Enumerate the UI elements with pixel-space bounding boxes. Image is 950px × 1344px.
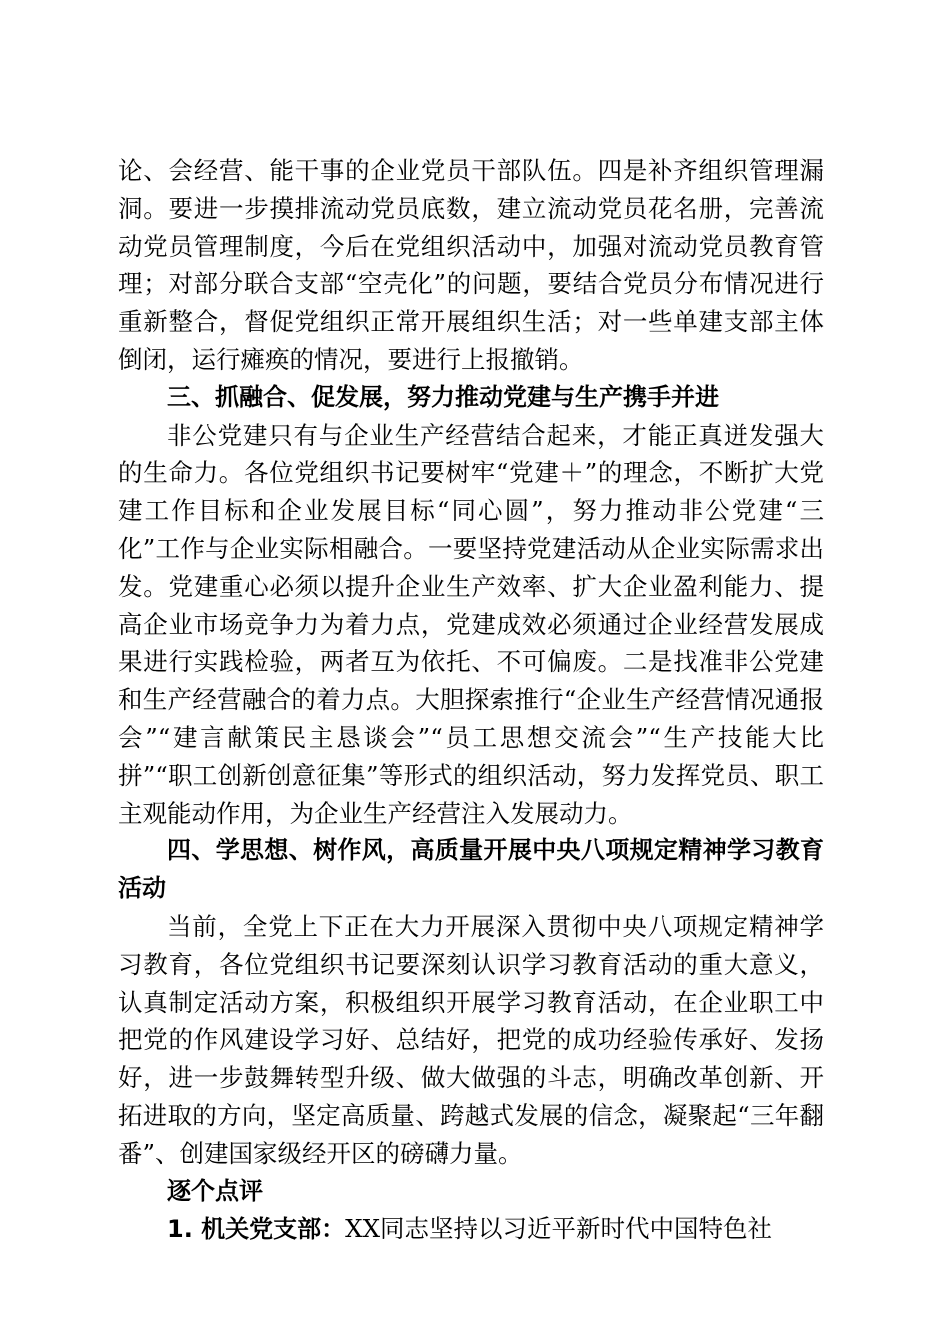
review-item-1-lead: 1. 机关党支部： — [167, 1215, 346, 1244]
document-page — [118, 152, 824, 1249]
section-3-heading: 三、抓融合、促发展，努力推动党建与生产携手并进 — [167, 382, 719, 411]
section-4-heading: 四、学思想、树作风，高质量开展中央八项规定精神学习教育活动 — [118, 836, 824, 903]
section-4-body: 当前，全党上下正在大力开展深入贯彻中央八项规定精神学习教育，各位党组织书记要深刻认识学习教育活动的重大意义，认真制定活动方案，积极组织开展学习教育活动，在企业职工中把党的作风建设学习好、总结好，把党的成功经验传承好、发扬好，进一步鼓舞转型升级、做大做强的斗志，明确改革创新、开拓进取的方向，坚定高质量、跨越式发展的信念，凝聚起“三年翻番”、创建国家级经开区的磅礴力量。 — [118, 911, 824, 1168]
continuation-paragraph: 论、会经营、能干事的企业党员干部队伍。四是补齐组织管理漏洞。要进一步摸排流动党员底数，建立流动党员花名册，完善流动党员管理制度，今后在党组织活动中，加强对流动党员教育管理；对部分联合支部“空壳化”的问题，要结合党员分布情况进行重新整合，督促党组织正常开展组织生活；对一些单建支部主体倒闭，运行瘫痪的情况，要进行上报撤销。 — [118, 156, 824, 374]
review-item-1 — [118, 1210, 824, 1249]
review-item-1-text: XX同志坚持以习近平新时代中国特色社 — [345, 1214, 773, 1244]
review-title: 逐个点评 — [167, 1176, 263, 1205]
section-3-body: 非公党建只有与企业生产经营结合起来，才能正真迸发强大的生命力。各位党组织书记要树牢“党建＋”的理念，不断扩大党建工作目标和企业发展目标“同心圆”，努力推动非公党建“三化”工作与企业实际相融合。一要坚持党建活动从企业实际需求出发。党建重心必须以提升企业生产效率、扩大企业盈利能力、提高企业市场竞争力为着力点，党建成效必须通过企业经营发展成果进行实践检验，两者互为依托、不可偏废。二是找准非公党建和生产经营融合的着力点。大胆探索推行“企业生产经营情况通报会”“建言献策民主恳谈会”“员工思想交流会”“生产技能大比拼”“职工创新创意征集”等形式的组织活动，努力发挥党员、职工主观能动作用，为企业生产经营注入发展动力。 — [118, 420, 824, 828]
